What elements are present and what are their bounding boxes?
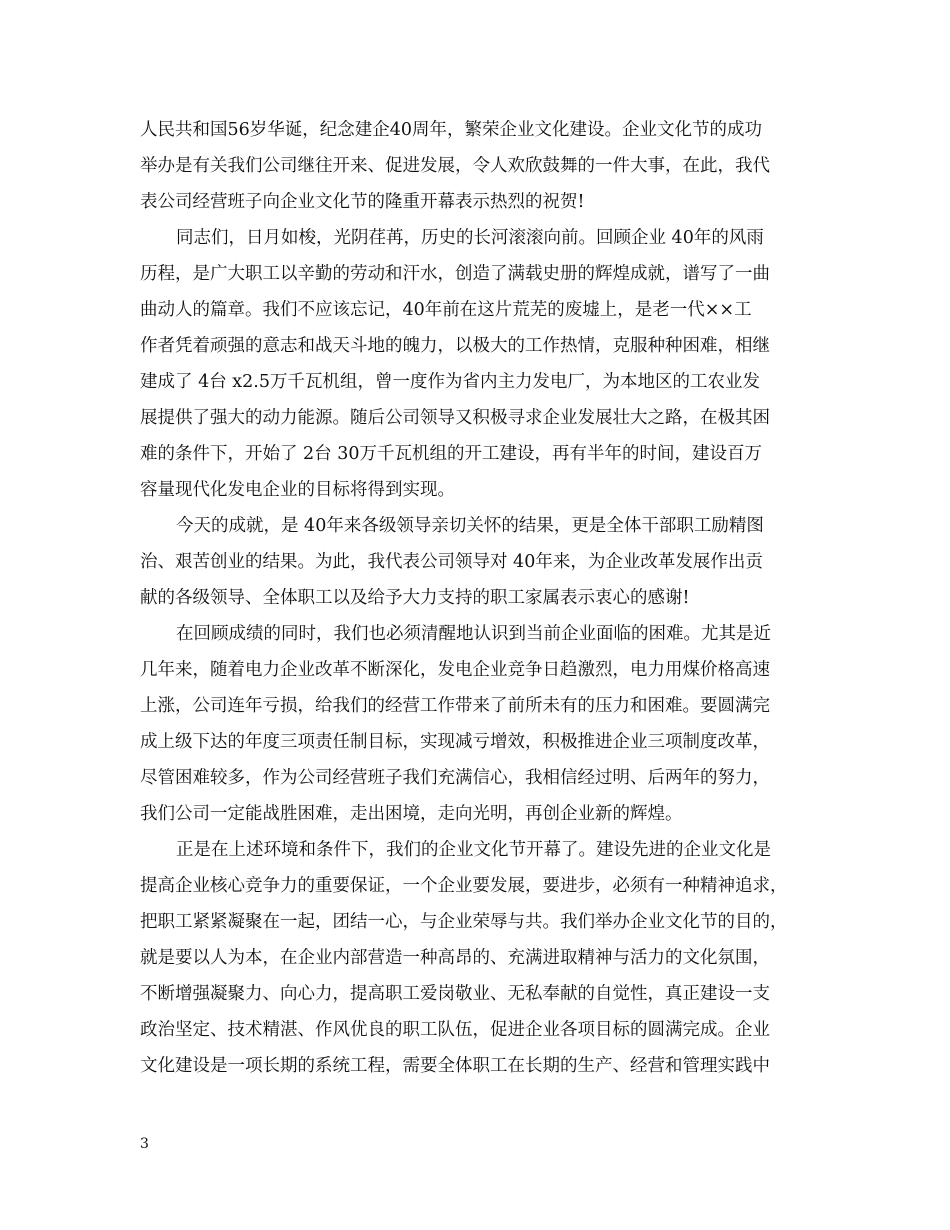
text-line: 上涨，公司连年亏损，给我们的经营工作带来了前所未有的压力和困难。要圆满完	[140, 696, 770, 716]
paragraph-first-line: 正是在上述环境和条件下，我们的企业文化节开幕了。建设先进的企业文化是	[176, 840, 771, 860]
text-line: 政治坚定、技术精湛、作风优良的职工队伍，促进企业各项目标的圆满完成。企业	[140, 1020, 770, 1040]
text-line: 不断增强凝聚力、向心力，提高职工爱岗敬业、无私奉献的自觉性，真正建设一支	[140, 984, 770, 1004]
text-line: 展提供了强大的动力能源。随后公司领导又积极寻求企业发展壮大之路，在极其困	[140, 408, 770, 428]
text-line: 把职工紧紧凝聚在一起，团结一心，与企业荣辱与共。我们举办企业文化节的目的，	[140, 912, 788, 932]
text-line: 作者凭着顽强的意志和战天斗地的魄力，以极大的工作热情，克服种种困难，相继	[140, 336, 770, 356]
text-line: 容量现代化发电企业的目标将得到实现。	[140, 480, 455, 500]
document-body	[140, 112, 830, 1084]
text-line: 文化建设是一项长期的系统工程，需要全体职工在长期的生产、经营和管理实践中	[140, 1056, 770, 1076]
text-line: 就是要以人为本，在企业内部营造一种高昂的、充满进取精神与活力的文化氛围，	[140, 948, 770, 968]
text-line: 成上级下达的年度三项责任制目标，实现减亏增效，积极推进企业三项制度改革，	[140, 732, 770, 752]
text-line: 提高企业核心竞争力的重要保证，一个企业要发展，要进步，必须有一种精神追求，	[140, 876, 788, 896]
page-number: 3	[140, 1136, 149, 1152]
paragraph-first-line: 在回顾成绩的同时，我们也必须清醒地认识到当前企业面临的困难。尤其是近	[176, 624, 771, 644]
text-line: 治、艰苦创业的结果。为此，我代表公司领导对 40年来，为企业改革发展作出贡	[140, 552, 763, 572]
text-line: 表公司经营班子向企业文化节的隆重开幕表示热烈的祝贺!	[140, 192, 585, 212]
text-line: 曲动人的篇章。我们不应该忘记，40年前在这片荒芜的废墟上，是老一代××工	[140, 300, 752, 320]
text-line: 举办是有关我们公司继往开来、促进发展，令人欢欣鼓舞的一件大事，在此，我代	[140, 156, 770, 176]
paragraph-first-line: 同志们，日月如梭，光阴荏苒，历史的长河滚滚向前。回顾企业 40年的风雨	[176, 228, 764, 248]
text-line: 几年来，随着电力企业改革不断深化，发电企业竞争日趋激烈，电力用煤价格高速	[140, 660, 770, 680]
text-line: 建成了 4台 x2.5万千瓦机组，曾一度作为省内主力发电厂，为本地区的工农业发	[140, 372, 760, 392]
text-line: 难的条件下，开始了 2台 30万千瓦机组的开工建设，再有半年的时间，建设百万	[140, 444, 763, 464]
text-line: 人民共和国56岁华诞，纪念建企40周年，繁荣企业文化建设。企业文化节的成功	[140, 120, 763, 140]
paragraph-first-line: 今天的成就，是 40年来各级领导亲切关怀的结果，更是全体干部职工励精图	[176, 516, 764, 536]
text-line: 我们公司一定能战胜困难，走出困境，走向光明，再创企业新的辉煌。	[140, 804, 683, 824]
text-line: 尽管困难较多，作为公司经营班子我们充满信心，我相信经过明、后两年的努力，	[140, 768, 770, 788]
text-line: 历程，是广大职工以辛勤的劳动和汗水，创造了满载史册的辉煌成就，谱写了一曲	[140, 264, 770, 284]
text-line: 献的各级领导、全体职工以及给予大力支持的职工家属表示衷心的感谢!	[140, 588, 690, 608]
